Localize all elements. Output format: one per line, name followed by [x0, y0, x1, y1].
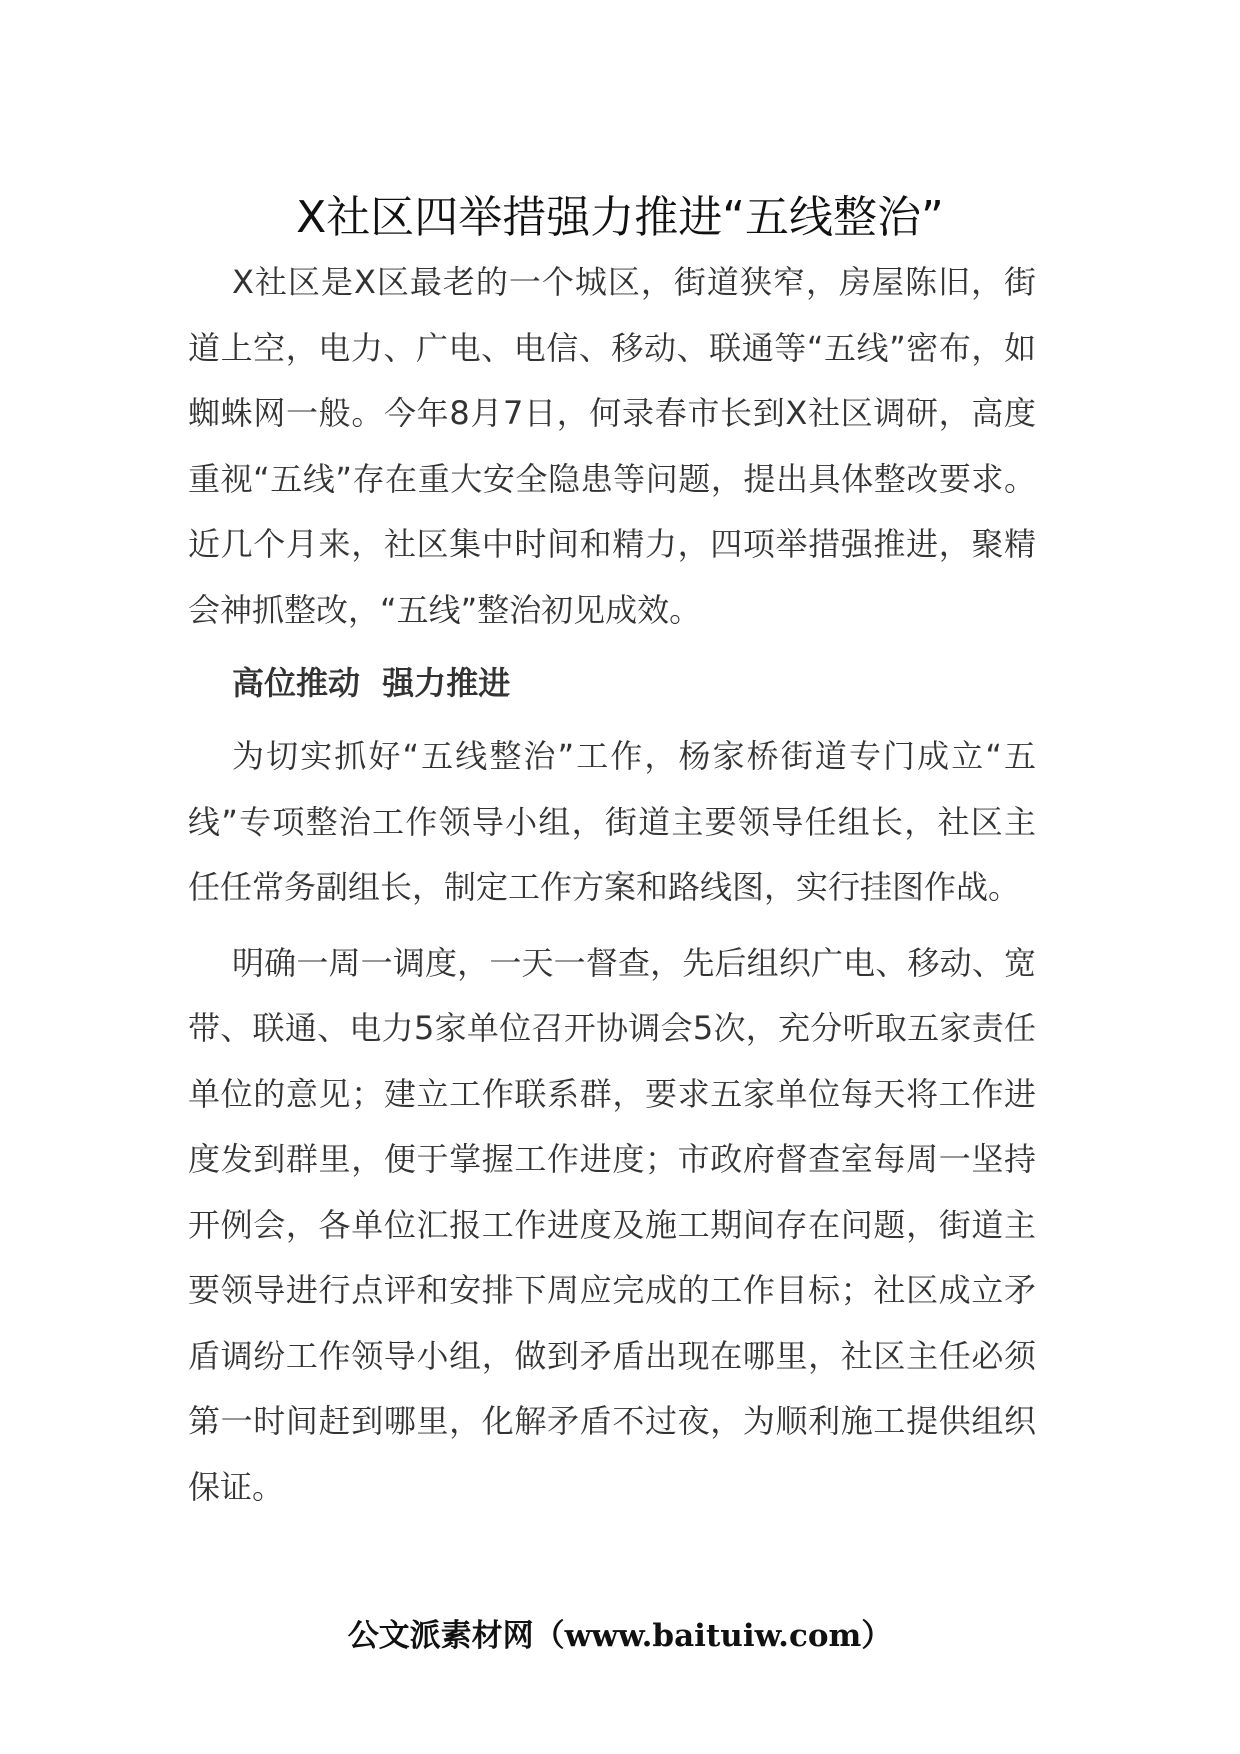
- section-heading: 高位推动 强力推进: [232, 664, 511, 702]
- spacer: [188, 716, 1036, 724]
- section-paragraph-1: 为切实抓好“五线整治”工作，杨家桥街道专门成立“五线”专项整治工作领导小组，街道主要领导任组长，社区主任任常务副组长，制定工作方案和路线图，实行挂图作战。: [188, 737, 1036, 906]
- footer-watermark: 公文派素材网（www.baituiw.com）: [347, 1618, 893, 1654]
- spacer: [188, 921, 1036, 931]
- intro-paragraph: X社区是X区最老的一个城区，街道狭窄，房屋陈旧，街道上空，电力、广电、电信、移动、联通等“五线”密布，如蜘蛛网一般。今年8月7日，何录春市长到X社区调研，高度重视“五线”存在重大安全隐患等问题，提出具体整改要求。近几个月来，社区集中时间和精力，四项举措强推进，聚精会神抓整改，“五线”整治初见成效。: [188, 263, 1036, 629]
- document-body: [188, 250, 1036, 1520]
- spacer: [188, 643, 1036, 651]
- document-title: X社区四举措强力推进“五线整治”: [296, 192, 944, 243]
- section-paragraph-2: 明确一周一调度，一天一督查，先后组织广电、移动、宽带、联通、电力5家单位召开协调会5次，充分听取五家责任单位的意见；建立工作联系群，要求五家单位每天将工作进度发到群里，便于掌握工作进度；市政府督查室每周一坚持开例会，各单位汇报工作进度及施工期间存在问题，街道主要领导进行点评和安排下周应完成的工作目标；社区成立矛盾调纷工作领导小组，做到矛盾出现在哪里，社区主任必须第一时间赶到哪里，化解矛盾不过夜，为顺利施工提供组织保证。: [188, 943, 1036, 1506]
